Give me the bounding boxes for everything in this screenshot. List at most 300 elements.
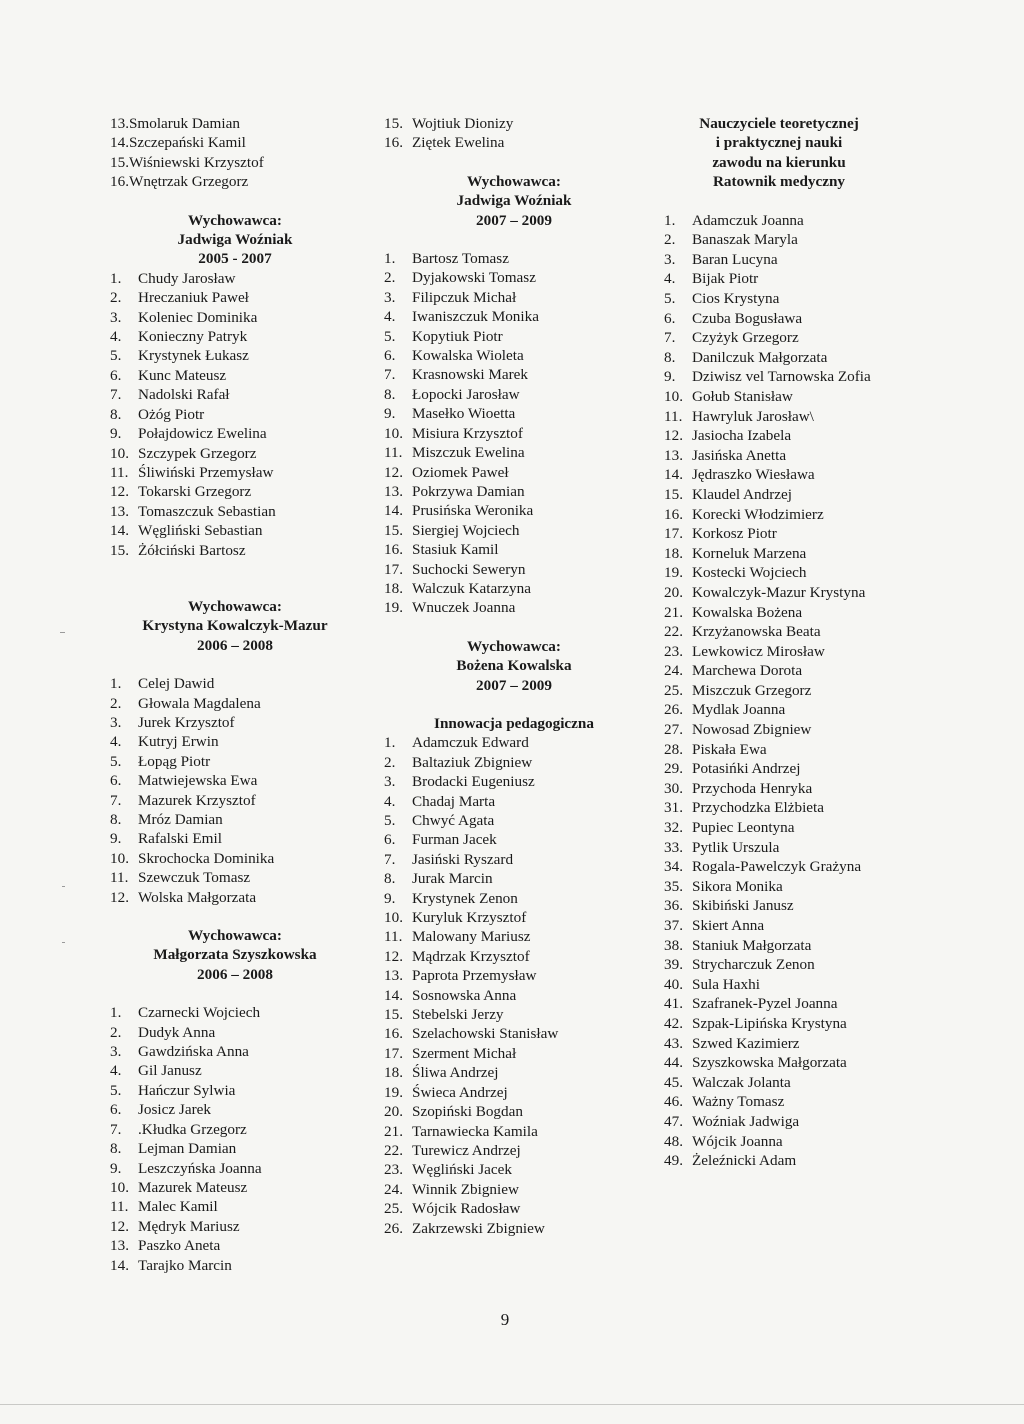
list-item-number: 8. xyxy=(110,405,122,423)
list-item: 15.Wiśniewski Krzysztof xyxy=(110,153,264,171)
list-item xyxy=(110,1217,360,1236)
list-item-name: Malec Kamil xyxy=(138,1198,218,1216)
list-item-number: 5. xyxy=(664,290,676,307)
list-item-name: Piskała Ewa xyxy=(692,740,767,758)
list-item-name: Szopiński Bogdan xyxy=(412,1103,523,1121)
list-item xyxy=(384,133,644,152)
list-item-number: 30. xyxy=(664,779,683,797)
list-item-name: Hawryluk Jarosław\ xyxy=(692,407,814,425)
list-item xyxy=(110,1139,360,1158)
group-teacher: Małgorzata Szyszkowska xyxy=(153,946,317,964)
list-item-name: Zakrzewski Zbigniew xyxy=(412,1219,545,1237)
list-item xyxy=(664,1132,894,1152)
teacher-list xyxy=(664,211,894,1171)
list-item-number: 17. xyxy=(384,1044,403,1062)
list-item-number: 9. xyxy=(110,1159,122,1177)
list-item-name: Pokrzywa Damian xyxy=(412,482,525,500)
list-item-name: Lejman Damian xyxy=(138,1140,237,1158)
list-item-number: 6. xyxy=(110,1101,122,1119)
list-item-name: Szwed Kazimierz xyxy=(692,1034,800,1052)
list-item xyxy=(384,811,644,830)
list-item-number: 6. xyxy=(110,366,122,384)
list-item-name: Sula Haxhi xyxy=(692,975,760,993)
list-item xyxy=(384,268,644,287)
list-item-number: 4. xyxy=(110,733,122,751)
list-item-name: Suchocki Seweryn xyxy=(412,560,526,578)
list-item-name: Szczypek Grzegorz xyxy=(138,444,257,462)
list-item-number: 11. xyxy=(110,1198,129,1216)
list-item-name: Żółciński Bartosz xyxy=(138,541,246,559)
list-item-number: 5. xyxy=(110,752,122,770)
list-item xyxy=(664,936,894,956)
list-item-name: Jurak Marcin xyxy=(412,870,493,888)
list-item-number: 12. xyxy=(110,483,129,501)
list-item-number: 10. xyxy=(110,849,129,867)
scan-mark xyxy=(62,942,65,943)
list-item-number: 15. xyxy=(384,1006,403,1024)
scan-edge-line xyxy=(0,1404,1024,1405)
list-item xyxy=(110,674,360,693)
list-item xyxy=(664,328,894,348)
list-item xyxy=(384,598,644,617)
list-item-name: Banaszak Maryla xyxy=(692,231,798,249)
group-years: 2005 - 2007 xyxy=(198,250,272,268)
list-item-name: Iwaniszczuk Monika xyxy=(412,308,539,326)
list-item-name: Dyjakowski Tomasz xyxy=(412,269,536,287)
list-item xyxy=(384,1024,644,1043)
list-item xyxy=(384,1063,644,1082)
list-item-number: 3. xyxy=(664,250,676,268)
list-item xyxy=(664,681,894,701)
list-item xyxy=(384,869,644,888)
list-item-number: 5. xyxy=(384,812,396,829)
list-item-name: Misiura Krzysztof xyxy=(412,424,523,442)
student-list xyxy=(110,674,360,907)
list-item-number: 19. xyxy=(384,599,403,617)
list-item xyxy=(110,771,360,790)
group-heading-label: Wychowawca: xyxy=(467,637,561,655)
column-right xyxy=(664,114,894,1171)
list-item-number: 20. xyxy=(664,583,683,601)
list-item xyxy=(664,975,894,995)
list-item xyxy=(110,463,360,482)
list-item xyxy=(664,740,894,760)
list-item-name: Hańczur Sylwia xyxy=(138,1081,236,1099)
list-item xyxy=(110,713,360,732)
list-item-number: 9. xyxy=(384,889,396,907)
list-item-name: Miszczuk Ewelina xyxy=(412,444,525,462)
list-item-number: 9. xyxy=(664,368,676,386)
list-item-number: 45. xyxy=(664,1073,683,1091)
list-item-name: Walczuk Katarzyna xyxy=(412,579,531,597)
list-item xyxy=(110,1236,360,1255)
list-item-name: Kuryluk Krzysztof xyxy=(412,909,527,927)
list-item xyxy=(664,1034,894,1054)
list-item xyxy=(664,544,894,564)
scan-mark xyxy=(62,886,65,887)
list-item xyxy=(664,838,894,858)
list-item-number: 11. xyxy=(664,407,683,425)
list-item-number: 5. xyxy=(110,347,122,365)
list-item xyxy=(664,426,894,446)
list-item-number: 6. xyxy=(384,347,396,365)
list-item xyxy=(110,1197,360,1216)
list-item xyxy=(384,830,644,849)
list-item-name: Krzyżanowska Beata xyxy=(692,623,821,641)
list-item-name: Mędryk Mariusz xyxy=(138,1217,240,1235)
list-item xyxy=(110,849,360,868)
list-item xyxy=(384,1160,644,1179)
list-item xyxy=(110,269,360,288)
list-item-name: Rafalski Emil xyxy=(138,830,222,848)
list-item: 16.Wnętrzak Grzegorz xyxy=(110,173,249,191)
list-item-number: 46. xyxy=(664,1093,683,1111)
group-years: 2007 – 2009 xyxy=(476,211,552,229)
list-item xyxy=(664,622,894,642)
list-item-number: 19. xyxy=(384,1083,403,1101)
list-item xyxy=(110,424,360,443)
list-item-number: 11. xyxy=(384,444,403,462)
list-item xyxy=(384,733,644,752)
list-item-name: Lewkowicz Mirosław xyxy=(692,642,825,660)
list-item xyxy=(384,346,644,365)
list-item xyxy=(110,502,360,521)
list-item-name: Dudyk Anna xyxy=(138,1023,216,1041)
group-teacher: Bożena Kowalska xyxy=(456,657,572,675)
list-item-number: 24. xyxy=(664,662,683,680)
list-item-name: Bartosz Tomasz xyxy=(412,250,509,268)
list-item-name: Ziętek Ewelina xyxy=(412,134,505,152)
list-item xyxy=(384,463,644,482)
list-item-number: 21. xyxy=(664,603,683,621)
list-item-number: 4. xyxy=(110,328,122,346)
list-item xyxy=(110,694,360,713)
list-item xyxy=(110,366,360,385)
continued-list xyxy=(384,114,644,153)
list-item-number: 32. xyxy=(664,819,683,837)
list-item-number: 26. xyxy=(384,1219,403,1237)
list-item-name: Kostecki Wojciech xyxy=(692,564,807,582)
list-item-number: 9. xyxy=(110,425,122,443)
list-item-name: Konieczny Patryk xyxy=(138,328,248,346)
list-item-name: Śliwa Andrzej xyxy=(412,1064,499,1082)
list-item-name: Tokarski Grzegorz xyxy=(138,483,252,501)
list-item-number: 9. xyxy=(110,830,122,848)
list-item-name: Mydlak Joanna xyxy=(692,701,786,719)
list-item-number: 13. xyxy=(110,1237,129,1255)
list-item xyxy=(664,211,894,231)
list-item-name: Węgliński Sebastian xyxy=(138,522,263,540)
list-item-name: Korecki Włodzimierz xyxy=(692,505,824,523)
list-item xyxy=(384,579,644,598)
list-item xyxy=(664,759,894,779)
list-item xyxy=(384,385,644,404)
list-item-number: 10. xyxy=(384,909,403,927)
list-item-name: Baran Lucyna xyxy=(692,250,778,268)
list-item xyxy=(384,1180,644,1199)
list-item-name: Siergiej Wojciech xyxy=(412,521,520,539)
list-item-number: 7. xyxy=(110,791,122,809)
list-item xyxy=(664,348,894,368)
list-item-number: 2. xyxy=(110,694,122,712)
group-teacher: Jadwiga Woźniak xyxy=(177,231,293,249)
list-item-name: Danilczuk Małgorzata xyxy=(692,348,828,366)
list-item xyxy=(664,250,894,270)
list-item xyxy=(384,1141,644,1160)
list-item xyxy=(384,288,644,307)
list-item xyxy=(664,700,894,720)
list-item-number: 12. xyxy=(110,1217,129,1235)
list-item-number: 5. xyxy=(110,1081,122,1099)
group-teacher: Jadwiga Woźniak xyxy=(456,192,572,210)
list-item-name: Chwyć Agata xyxy=(412,812,495,829)
list-item-number: 3. xyxy=(110,713,122,731)
list-item-name: Szpak-Lipińska Krystyna xyxy=(692,1014,847,1032)
list-item-name: Mazurek Krzysztof xyxy=(138,791,256,809)
list-item xyxy=(110,1256,360,1275)
list-item xyxy=(110,829,360,848)
list-item-name: Ożóg Piotr xyxy=(138,405,205,423)
list-item-name: Woźniak Jadwiga xyxy=(692,1112,800,1130)
list-item xyxy=(110,1003,360,1022)
list-item xyxy=(384,443,644,462)
list-item-number: 1. xyxy=(110,675,122,693)
list-item xyxy=(110,346,360,365)
list-item-name: Krystynek Łukasz xyxy=(138,347,249,365)
list-item-name: Winnik Zbigniew xyxy=(412,1180,519,1198)
list-item-name: Sosnowska Anna xyxy=(412,986,517,1004)
list-item xyxy=(664,916,894,936)
list-item-name: Łopocki Jarosław xyxy=(412,385,520,403)
list-item-number: 10. xyxy=(110,1178,129,1196)
list-item-number: 1. xyxy=(110,269,122,287)
scan-mark xyxy=(60,632,65,633)
list-item-name: Miszczuk Grzegorz xyxy=(692,681,812,699)
list-item-number: 13. xyxy=(664,446,683,464)
list-item xyxy=(664,407,894,427)
list-item xyxy=(384,1122,644,1141)
list-item xyxy=(110,308,360,327)
list-item-number: 7. xyxy=(384,850,396,868)
list-item-name: Krystynek Zenon xyxy=(412,889,518,907)
list-item-name: Gil Janusz xyxy=(138,1062,202,1080)
list-item-name: Hreczaniuk Paweł xyxy=(138,289,249,307)
list-item xyxy=(664,994,894,1014)
column-middle xyxy=(384,114,644,1238)
list-item-number: 2. xyxy=(664,231,676,249)
list-item xyxy=(664,230,894,250)
list-item-name: Korkosz Piotr xyxy=(692,525,777,543)
list-item-number: 16. xyxy=(664,505,683,523)
list-item xyxy=(110,810,360,829)
list-item-name: Węgliński Jacek xyxy=(412,1161,512,1179)
list-item-name: Pytlik Urszula xyxy=(692,838,780,856)
list-item-number: 18. xyxy=(384,579,403,597)
list-item-number: 7. xyxy=(110,1120,122,1138)
list-item-number: 12. xyxy=(664,427,683,445)
list-item xyxy=(110,752,360,771)
list-item-name: Klaudel Andrzej xyxy=(692,485,792,503)
list-item xyxy=(664,720,894,740)
list-item-number: 44. xyxy=(664,1054,683,1072)
list-item-name: Prusińska Weronika xyxy=(412,502,534,520)
list-item-number: 22. xyxy=(384,1141,403,1159)
list-item-name: Adamczuk Edward xyxy=(412,734,529,752)
list-item-name: Walczak Jolanta xyxy=(692,1073,791,1091)
list-item-number: 37. xyxy=(664,917,683,934)
list-item-name: Żeleźnicki Adam xyxy=(692,1152,797,1170)
list-item-name: Staniuk Małgorzata xyxy=(692,936,812,954)
list-item-number: 6. xyxy=(110,772,122,790)
list-item-name: Jędraszko Wiesława xyxy=(692,466,815,484)
column-left xyxy=(110,114,360,1275)
list-item-name: Cios Krystyna xyxy=(692,290,780,307)
list-item-number: 12. xyxy=(110,888,129,906)
list-item xyxy=(664,289,894,309)
list-item-name: Skiert Anna xyxy=(692,917,765,934)
list-item-number: 8. xyxy=(384,870,396,888)
section-heading-line: i praktycznej nauki xyxy=(715,134,843,152)
list-item xyxy=(384,1005,644,1024)
list-item xyxy=(664,1151,894,1171)
list-item-number: 10. xyxy=(110,444,129,462)
list-item xyxy=(664,877,894,897)
list-item-number: 43. xyxy=(664,1034,683,1052)
group-heading-label: Innowacja pedagogiczna xyxy=(434,714,594,732)
group-heading-label: Wychowawca: xyxy=(188,927,282,945)
list-item-number: 16. xyxy=(384,1025,403,1043)
list-item xyxy=(110,385,360,404)
list-item-number: 3. xyxy=(384,288,396,306)
list-item-number: 38. xyxy=(664,936,683,954)
list-item-number: 49. xyxy=(664,1152,683,1170)
list-item xyxy=(384,792,644,811)
list-item xyxy=(664,269,894,289)
list-item-number: 19. xyxy=(664,564,683,582)
list-item-number: 33. xyxy=(664,838,683,856)
list-item-name: Dziwisz vel Tarnowska Zofia xyxy=(692,368,871,386)
list-item xyxy=(664,798,894,818)
list-item xyxy=(664,524,894,544)
list-item-number: 1. xyxy=(384,734,396,752)
list-item-name: Wojtiuk Dionizy xyxy=(412,115,514,132)
list-item-number: 13. xyxy=(384,482,403,500)
group-teacher: Krystyna Kowalczyk-Mazur xyxy=(142,617,328,635)
list-item xyxy=(664,857,894,877)
list-item xyxy=(110,444,360,463)
list-item-name: Czarnecki Wojciech xyxy=(138,1004,261,1022)
list-item-number: 2. xyxy=(384,753,396,771)
list-item-name: Celej Dawid xyxy=(138,675,215,693)
list-item-name: .Kłudka Grzegorz xyxy=(138,1120,247,1138)
list-item: 13.Smolaruk Damian xyxy=(110,115,240,132)
list-item-number: 18. xyxy=(384,1064,403,1082)
list-item xyxy=(384,908,644,927)
list-item-number: 14. xyxy=(110,522,129,540)
student-list xyxy=(110,1003,360,1275)
list-item-number: 29. xyxy=(664,760,683,778)
list-item-number: 21. xyxy=(384,1122,403,1140)
list-item-name: Mądrzak Krzysztof xyxy=(412,947,530,965)
list-item-number: 42. xyxy=(664,1014,683,1032)
list-item-number: 41. xyxy=(664,995,683,1013)
list-item xyxy=(110,791,360,810)
list-item xyxy=(384,560,644,579)
list-item-number: 3. xyxy=(110,1043,122,1061)
list-item xyxy=(664,465,894,485)
list-item-name: Marchewa Dorota xyxy=(692,662,803,680)
list-item xyxy=(110,288,360,307)
list-item xyxy=(384,482,644,501)
list-item-name: Leszczyńska Joanna xyxy=(138,1159,262,1177)
list-item-name: Sikora Monika xyxy=(692,877,783,895)
list-item-name: Tarajko Marcin xyxy=(138,1256,232,1274)
list-item xyxy=(664,367,894,387)
list-item xyxy=(384,1199,644,1218)
list-item xyxy=(110,521,360,540)
list-item-number: 7. xyxy=(110,386,122,404)
list-item-number: 24. xyxy=(384,1180,403,1198)
list-item xyxy=(384,1102,644,1121)
list-item-number: 15. xyxy=(384,521,403,539)
list-item xyxy=(664,505,894,525)
list-item xyxy=(384,947,644,966)
list-item-name: Szyszkowska Małgorzata xyxy=(692,1054,847,1072)
list-item xyxy=(110,1061,360,1080)
list-item-number: 8. xyxy=(384,385,396,403)
list-item xyxy=(664,485,894,505)
list-item-number: 16. xyxy=(384,541,403,559)
group-heading-label: Wychowawca: xyxy=(188,211,282,229)
list-item-name: Szewczuk Tomasz xyxy=(138,869,251,887)
list-item xyxy=(664,896,894,916)
list-item-name: Szafranek-Pyzel Joanna xyxy=(692,995,838,1013)
list-item-name: Połajdowicz Ewelina xyxy=(138,425,267,443)
list-item-number: 8. xyxy=(110,1140,122,1158)
list-item xyxy=(384,540,644,559)
list-item-number: 47. xyxy=(664,1112,683,1130)
list-item xyxy=(384,753,644,772)
list-item-name: Czuba Bogusława xyxy=(692,309,803,327)
list-item-number: 23. xyxy=(664,642,683,660)
list-item xyxy=(664,603,894,623)
list-item xyxy=(664,309,894,329)
continued-list xyxy=(110,114,360,192)
list-item xyxy=(110,1100,360,1119)
list-item-name: Przychodzka Elżbieta xyxy=(692,799,824,817)
list-item xyxy=(384,966,644,985)
list-item-number: 10. xyxy=(384,424,403,442)
list-item-name: Śliwiński Przemysław xyxy=(138,463,274,481)
list-item-number: 6. xyxy=(384,831,396,849)
list-item-name: Przychoda Henryka xyxy=(692,779,813,797)
list-item xyxy=(384,365,644,384)
list-item-name: Wnuczek Joanna xyxy=(412,599,516,617)
list-item-name: Stebelski Jerzy xyxy=(412,1006,504,1024)
list-item xyxy=(110,1042,360,1061)
list-item xyxy=(110,732,360,751)
list-item-number: 11. xyxy=(110,869,129,887)
list-item-number: 8. xyxy=(664,348,676,366)
list-item-number: 25. xyxy=(384,1200,403,1218)
list-item xyxy=(384,424,644,443)
list-item xyxy=(110,1023,360,1042)
list-item-name: Kutryj Erwin xyxy=(138,733,219,751)
list-item-name: Nadolski Rafał xyxy=(138,386,230,404)
list-item-number: 14. xyxy=(110,1256,129,1274)
list-item xyxy=(664,583,894,603)
list-item-name: Nowosad Zbigniew xyxy=(692,721,812,739)
